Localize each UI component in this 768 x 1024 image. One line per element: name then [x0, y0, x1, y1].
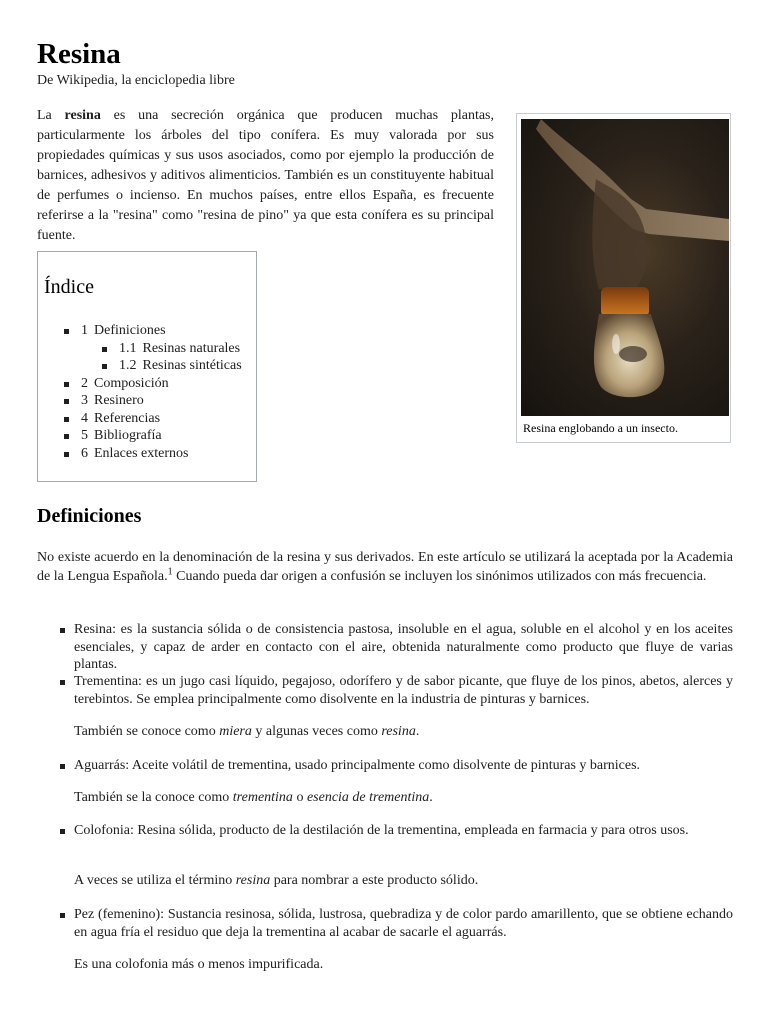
toc-label: Referencias [94, 410, 161, 426]
note-italic: trementina [232, 790, 293, 805]
note-trementina [74, 723, 419, 741]
note-italic: resina [235, 873, 271, 888]
toc-number: 1.2 [119, 358, 137, 373]
paragraph-text: Cuando pueda dar origen a confusión se incluyen los sinónimos utilizados con más frecuencia. [172, 569, 707, 584]
reference-link[interactable]: 1 [167, 566, 173, 578]
resin-drop-illustration [521, 119, 729, 416]
list-item-colofonia: Colofonia: Resina sólida, producto de la destilación de la trementina, empleada en farmacia y para otros usos. [74, 822, 733, 840]
toc-number: 1 [81, 323, 88, 338]
toc-list [64, 322, 242, 462]
toc-label: Resinas naturales [142, 340, 241, 356]
toc-label: Bibliografía [94, 428, 162, 443]
note-text: . [415, 724, 420, 739]
note-italic: miera [219, 724, 252, 739]
note-text: o [292, 790, 307, 805]
toc-number: 4 [81, 410, 88, 426]
toc-number: 2 [81, 375, 88, 391]
toc-item-definiciones[interactable] [64, 322, 242, 340]
toc-item-composicion[interactable] [64, 375, 242, 393]
toc-title: Índice [44, 276, 94, 298]
toc-item-enlaces-externos[interactable] [64, 445, 242, 463]
intro-paragraph [37, 106, 494, 246]
list-item-aguarras: Aguarrás: Aceite volátil de trementina, usado principalmente como disolvente de pinturas y barnices. [74, 757, 733, 775]
list-item-resina: Resina: es la sustancia sólida o de consistencia pastosa, insoluble en el agua, soluble en el alcohol y en los aceites esenciales, y capaz de arder en contacto con el aire, obtenida naturalmente como producto que fluye de varias plantas. [74, 622, 733, 672]
note-text: . [429, 790, 433, 805]
definiciones-paragraph [37, 548, 733, 586]
toc-label: Resinero [94, 393, 144, 408]
intro-text: es una secreción orgánica que producen muchas plantas, particularmente los árboles del tipo conífera. Es muy valorada por sus propiedades químicas y sus usos asociados, como por ejemplo la producción de barnices, adhesivos y aditivos alimenticios. También es un constituyente habitual de perfumes o incienso. En muchos países, entre ellos España, es frecuente referirse a la "resina" como "resina de pino" ya que esta conífera es su principal fuente. [37, 108, 494, 243]
site-tagline: De Wikipedia, la enciclopedia libre [37, 73, 235, 88]
note-text: También se la conoce como [74, 790, 233, 805]
toc-item-referencias[interactable] [64, 410, 242, 428]
toc-item-resinas-naturales[interactable] [64, 340, 242, 358]
list-item-trementina: Trementina: es un jugo casi líquido, pegajoso, odorífero y de sabor picante, que fluye de los pinos, abetos, alerces y terebintos. Se emplea principalmente como disolvente en la industria de pinturas y barnices. [74, 674, 733, 707]
note-text: A veces se utiliza el término [74, 873, 236, 888]
note-italic: resina [381, 724, 416, 739]
resin-photo[interactable] [521, 119, 729, 416]
note-text: También se conoce como [74, 724, 220, 739]
toc-item-resinero[interactable] [64, 392, 242, 410]
table-of-contents [37, 251, 257, 482]
toc-label: Resinas sintéticas [142, 358, 242, 373]
toc-label: Composición [94, 375, 169, 391]
toc-number: 1.1 [119, 340, 137, 356]
toc-label: Definiciones [94, 323, 166, 338]
toc-item-bibliografia[interactable] [64, 427, 242, 445]
toc-item-resinas-sinteticas[interactable] [64, 357, 242, 375]
note-pez: Es una colofonia más o menos impurificada. [74, 957, 324, 972]
page-title: Resina [37, 38, 121, 70]
toc-label: Enlaces externos [94, 445, 189, 461]
note-aguarras [74, 789, 433, 807]
section-heading-definiciones: Definiciones [37, 505, 142, 527]
list-item-pez: Pez (femenino): Sustancia resinosa, sólida, lustrosa, quebradiza y de color pardo amarillento, que se obtiene echando en agua fría el residuo que deja la trementina al acabar de sacarle el aguarrás. [74, 907, 733, 940]
note-text: para nombrar a este producto sólido. [270, 873, 479, 888]
note-colofonia [74, 872, 478, 890]
toc-number: 5 [81, 428, 88, 443]
note-italic: esencia de trementina [306, 790, 430, 805]
toc-number: 6 [81, 445, 88, 461]
intro-bold-term: resina [64, 108, 101, 123]
infobox [516, 113, 731, 443]
intro-prefix: La [37, 108, 65, 123]
paragraph-text: No existe acuerdo en la denominación de la resina y sus derivados. En este artículo se utilizará la aceptada por la Academia de la Lengua Española. [37, 550, 733, 584]
note-text: y algunas veces como [251, 724, 382, 739]
image-caption: Resina englobando a un insecto. [523, 421, 678, 435]
toc-number: 3 [81, 393, 88, 408]
